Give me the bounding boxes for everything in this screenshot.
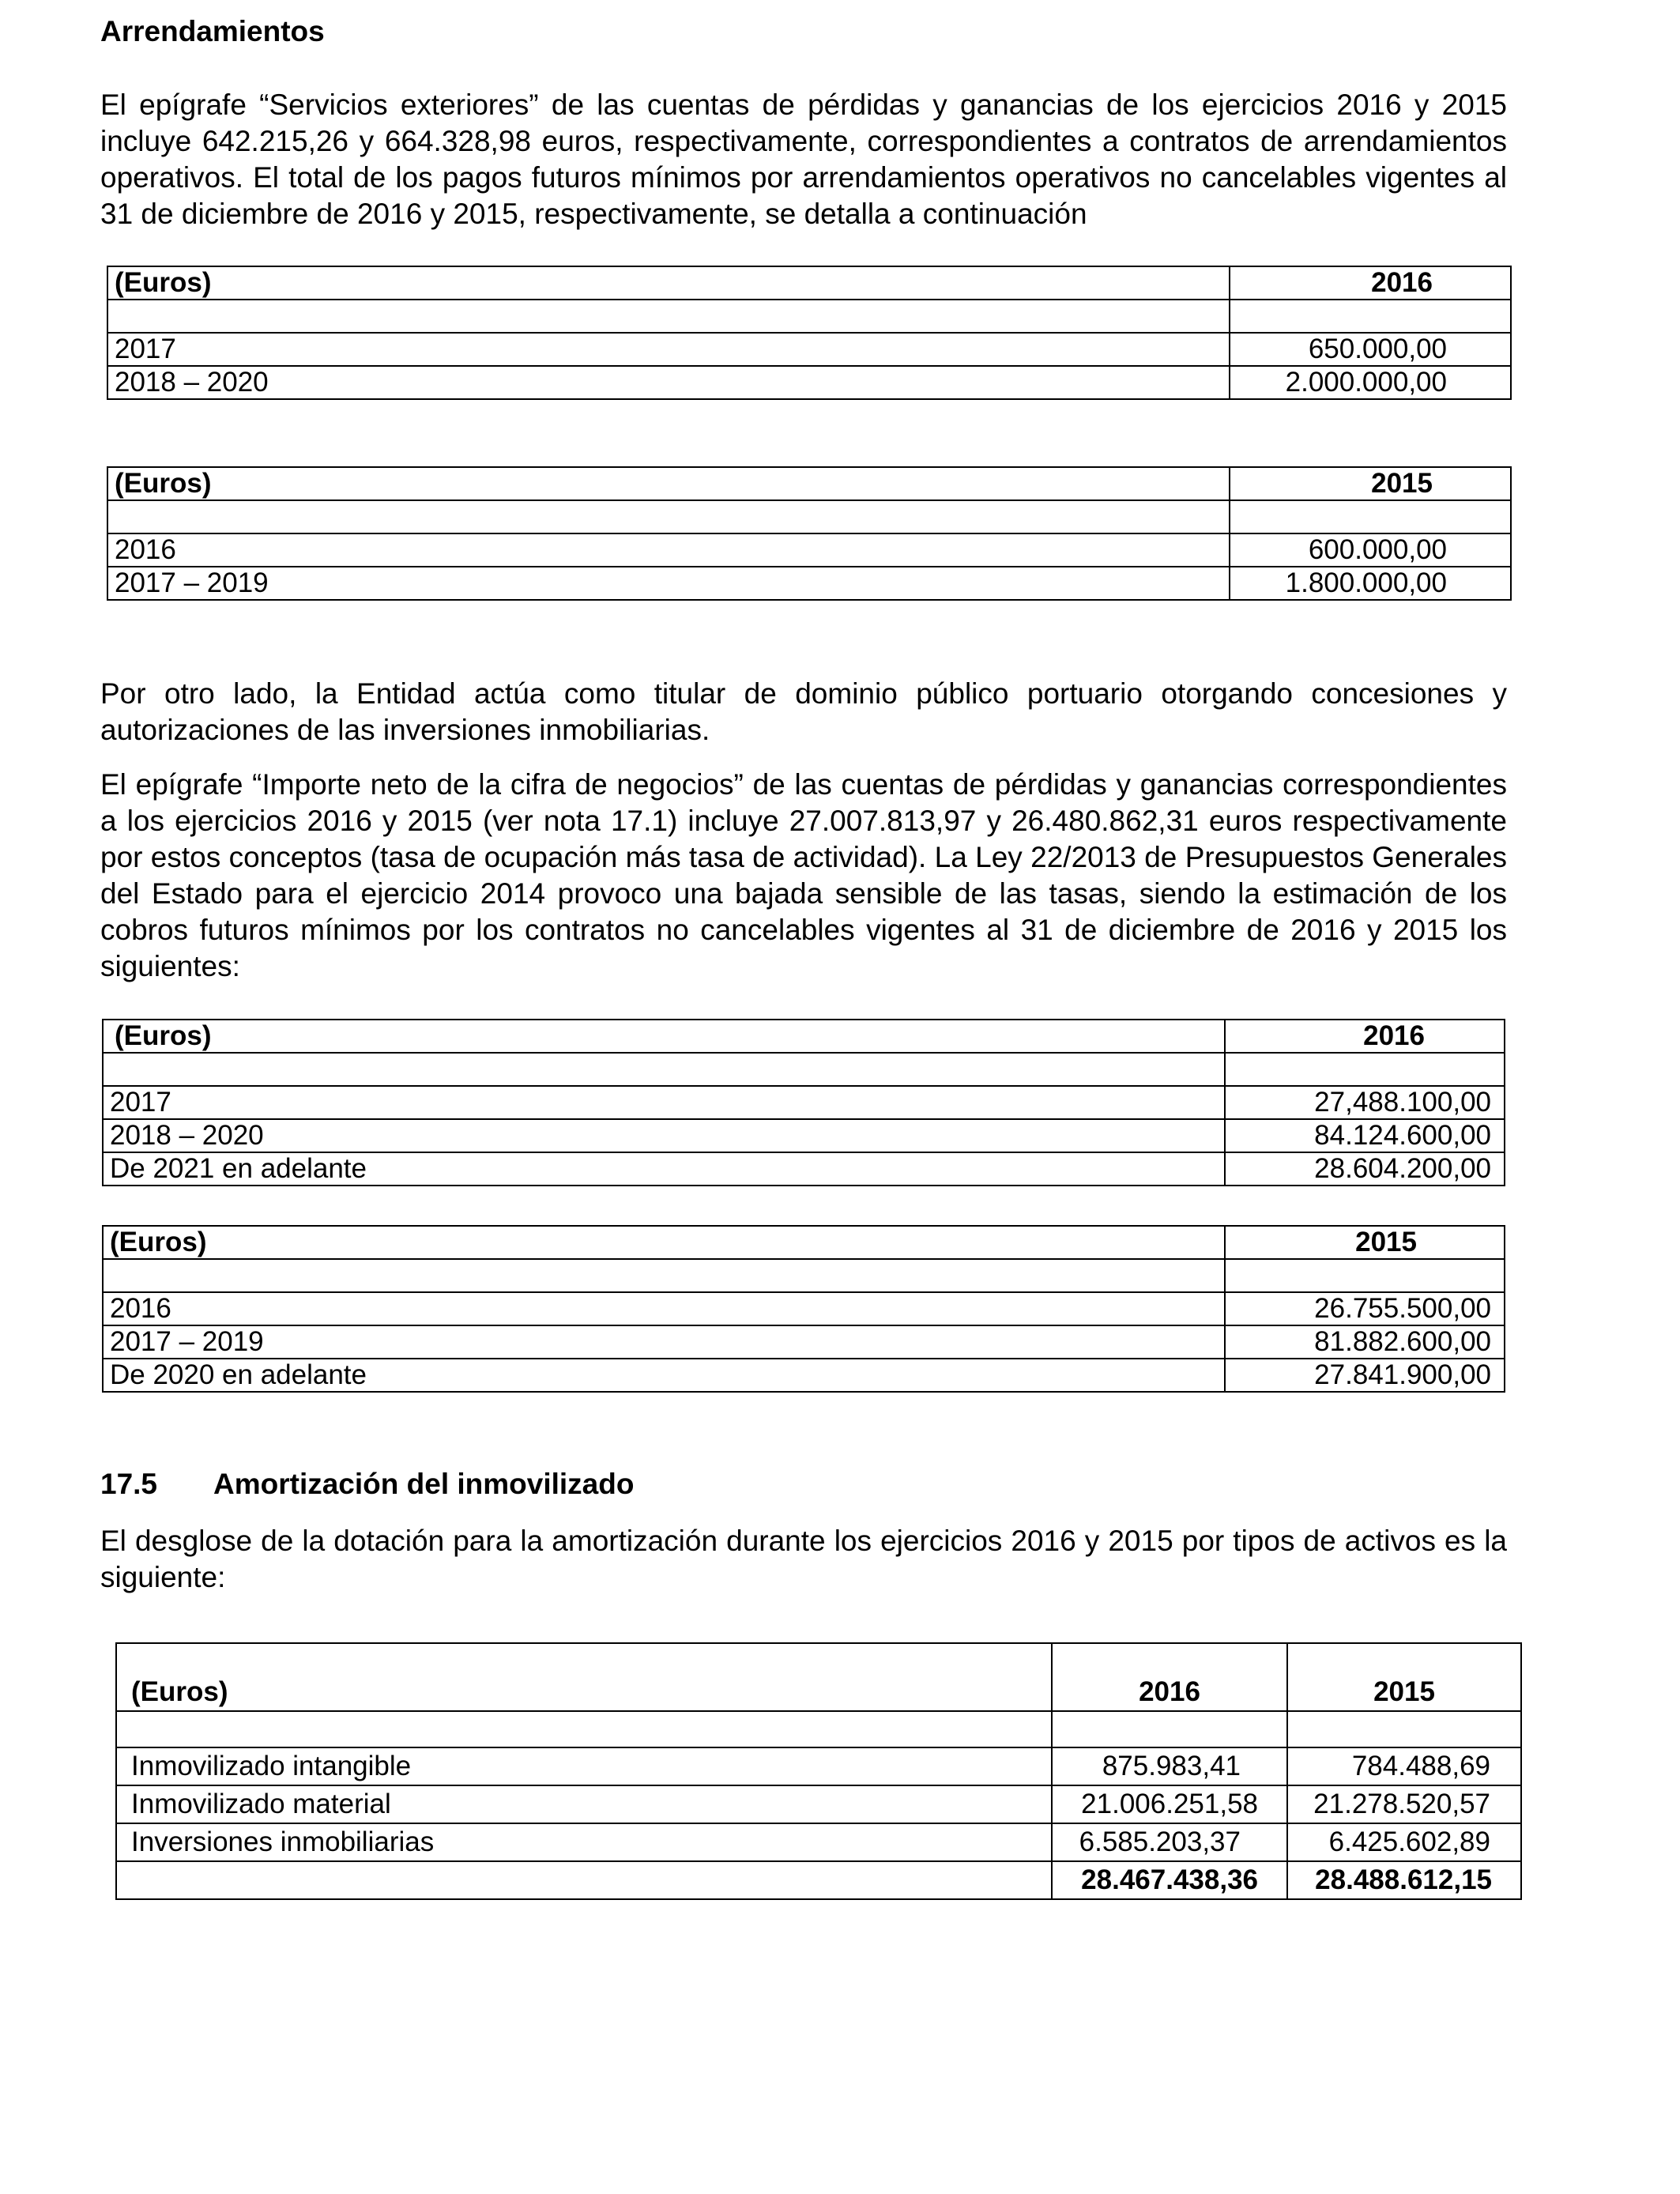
concesiones-paragraph-2: El epígrafe “Importe neto de la cifra de negocios” de las cuentas de pérdidas y ganancias correspondientes a los ejercicios 2016 y 2015 (ver nota 17.1) incluye 27.007.813,97 y 26.480.862,31 euros respectivamente por estos conceptos (tasa de ocupación más tasa de actividad). La Ley 22/2013 de Presupuestos Generales del Estado para el ejercicio 2014 provoco una bajada sensible de las tasas, siendo la estimación de los cobros futuros mínimos por los contratos no cancelables vigentes al 31 de diciembre de 2016 y 2015 los siguientes:	[100, 768, 1507, 982]
table-empty-row	[107, 300, 1511, 333]
arrendamientos-paragraph: El epígrafe “Servicios exteriores” de las cuentas de pérdidas y ganancias de los ejercicios 2016 y 2015 incluye 642.215,26 y 664.328,98 euros, respectivamente, correspondientes a contratos de arrendamientos operativos. El total de los pagos futuros mínimos por arrendamientos operativos no cancelables vigentes al 31 de diciembre de 2016 y 2015, respectivamente, se detalla a continuación	[100, 89, 1507, 230]
table-row	[103, 1086, 1505, 1119]
concesiones-paragraph-1: Por otro lado, la Entidad actúa como titular de dominio público portuario otorgando concesiones y autorizaciones de las inversiones inmobiliarias.	[100, 677, 1507, 746]
period-cell: De 2020 en adelante	[103, 1359, 1225, 1392]
amount-cell: 84.124.600,00	[1225, 1119, 1505, 1152]
total-2016-cell: 28.467.438,36	[1052, 1861, 1287, 1899]
pagos-table-2015	[107, 466, 1512, 601]
amount-cell: 27.841.900,00	[1225, 1359, 1505, 1392]
concept-cell: Inmovilizado material	[116, 1785, 1052, 1823]
period-cell: 2016	[103, 1292, 1225, 1325]
amount-cell: 1.800.000,00	[1230, 567, 1511, 600]
value-2015-cell: 784.488,69	[1287, 1747, 1521, 1785]
table-header-year: 2015	[1230, 467, 1511, 500]
pagos-table-2016	[107, 266, 1512, 400]
cobros-table-2016	[102, 1019, 1505, 1186]
table-header-label: (Euros)	[107, 266, 1230, 300]
section-number-17-5: 17.5	[100, 1468, 158, 1500]
table-row	[103, 1119, 1505, 1152]
table-row	[103, 1325, 1505, 1359]
table-row	[107, 533, 1511, 567]
table-header-row	[107, 266, 1511, 300]
table-header-label: (Euros)	[103, 1020, 1225, 1053]
cobros-table-2015	[102, 1225, 1505, 1393]
amount-cell: 28.604.200,00	[1225, 1152, 1505, 1186]
amount-cell: 600.000,00	[1230, 533, 1511, 567]
table-row	[107, 333, 1511, 366]
table-row	[116, 1785, 1521, 1823]
period-cell: 2017	[107, 333, 1230, 366]
value-2016-cell: 6.585.203,37	[1052, 1823, 1287, 1861]
concept-cell: Inversiones inmobiliarias	[116, 1823, 1052, 1861]
amortizacion-paragraph: El desglose de la dotación para la amortización durante los ejercicios 2016 y 2015 por tipos de activos es la siguiente:	[100, 1525, 1507, 1593]
table-header-row	[103, 1020, 1505, 1053]
total-label-cell	[116, 1861, 1052, 1899]
table-empty-row	[116, 1711, 1521, 1747]
value-2015-cell: 21.278.520,57	[1287, 1785, 1521, 1823]
table-empty-row	[103, 1259, 1505, 1292]
table-header-row	[103, 1226, 1505, 1259]
amount-cell: 81.882.600,00	[1225, 1325, 1505, 1359]
table-header-row	[116, 1643, 1521, 1711]
value-2016-cell: 21.006.251,58	[1052, 1785, 1287, 1823]
table-row	[116, 1823, 1521, 1861]
table-empty-row	[103, 1053, 1505, 1086]
period-cell: 2017 – 2019	[107, 567, 1230, 600]
table-row	[103, 1359, 1505, 1392]
section-heading-amortizacion: Amortización del inmovilizado	[213, 1468, 635, 1500]
concept-cell: Inmovilizado intangible	[116, 1747, 1052, 1785]
amount-cell: 650.000,00	[1230, 333, 1511, 366]
period-cell: 2016	[107, 533, 1230, 567]
table-header-label: (Euros)	[116, 1643, 1052, 1711]
table-header-label: (Euros)	[103, 1226, 1225, 1259]
period-cell: 2018 – 2020	[107, 366, 1230, 399]
table-row	[103, 1152, 1505, 1186]
amount-cell: 2.000.000,00	[1230, 366, 1511, 399]
amount-cell: 27,488.100,00	[1225, 1086, 1505, 1119]
table-header-year: 2016	[1230, 266, 1511, 300]
table-header-label: (Euros)	[107, 467, 1230, 500]
table-row	[103, 1292, 1505, 1325]
period-cell: 2017 – 2019	[103, 1325, 1225, 1359]
table-header-year-2015: 2015	[1287, 1643, 1521, 1711]
amount-cell: 26.755.500,00	[1225, 1292, 1505, 1325]
value-2015-cell: 6.425.602,89	[1287, 1823, 1521, 1861]
period-cell: 2017	[103, 1086, 1225, 1119]
table-header-year-2016: 2016	[1052, 1643, 1287, 1711]
period-cell: De 2021 en adelante	[103, 1152, 1225, 1186]
period-cell: 2018 – 2020	[103, 1119, 1225, 1152]
table-empty-row	[107, 500, 1511, 533]
amortizacion-table	[115, 1642, 1522, 1900]
table-row	[116, 1747, 1521, 1785]
table-header-row	[107, 467, 1511, 500]
table-row	[107, 366, 1511, 399]
total-2015-cell: 28.488.612,15	[1287, 1861, 1521, 1899]
table-row	[107, 567, 1511, 600]
section-heading-arrendamientos: Arrendamientos	[100, 15, 325, 47]
value-2016-cell: 875.983,41	[1052, 1747, 1287, 1785]
table-total-row	[116, 1861, 1521, 1899]
table-header-year: 2016	[1225, 1020, 1505, 1053]
table-header-year: 2015	[1225, 1226, 1505, 1259]
